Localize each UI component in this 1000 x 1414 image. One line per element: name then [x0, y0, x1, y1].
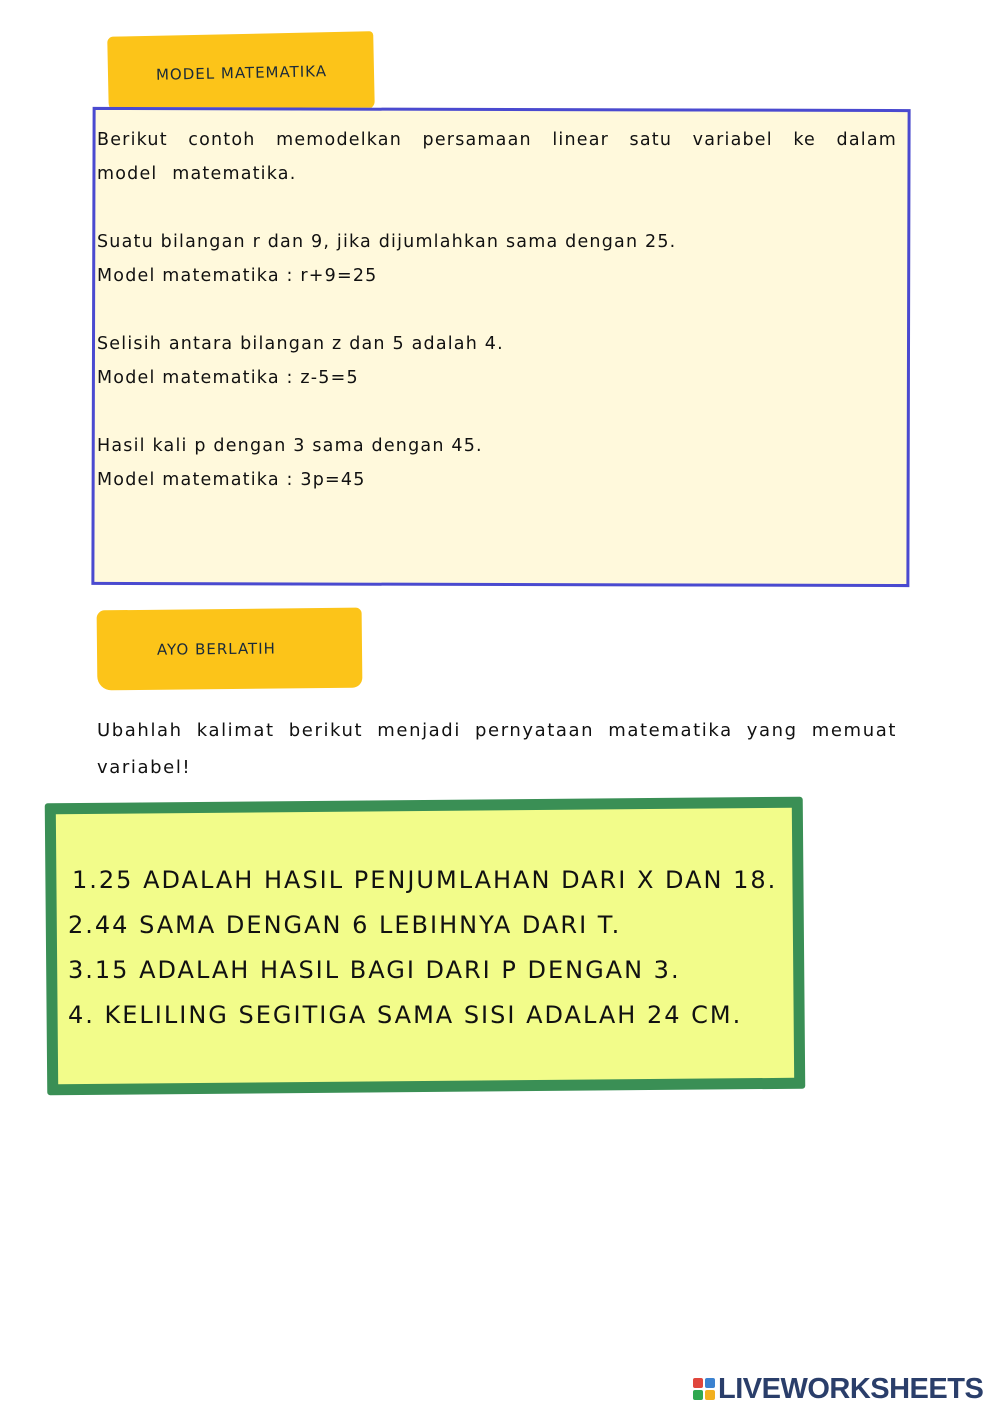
example-sentence: Hasil kali p dengan 3 sama dengan 45.: [97, 436, 483, 456]
section-tag-model-matematika: [107, 31, 375, 115]
exercise-item: 2.44 SAMA DENGAN 6 LEBIHNYA DARI T.: [68, 911, 622, 939]
example-content: [97, 123, 897, 497]
example-model: Model matematika : r+9=25: [97, 266, 378, 286]
exercise-list: [68, 858, 788, 1038]
example-model: Model matematika : z-5=5: [97, 368, 359, 388]
example-model: Model matematika : 3p=45: [97, 470, 366, 490]
example-sentence: Suatu bilangan r dan 9, jika dijumlahkan sama dengan 25.: [97, 232, 677, 252]
instruction-text: Ubahlah kalimat berikut menjadi pernyataan matematika yang memuat variabel!: [97, 720, 897, 778]
example-sentence: Selisih antara bilangan z dan 5 adalah 4.: [97, 334, 504, 354]
exercise-item: 3.15 ADALAH HASIL BAGI DARI P DENGAN 3.: [68, 956, 681, 984]
section-tag-ayo-berlatih: [97, 608, 363, 691]
logo-text: LIVEWORKSHEETS: [718, 1372, 984, 1405]
intro-text: Berikut contoh memodelkan persamaan linear satu variabel ke dalam model matematika.: [97, 130, 897, 184]
section-tag-label: AYO BERLATIH: [156, 639, 276, 659]
exercise-item: 4. KELILING SEGITIGA SAMA SISI ADALAH 24 CM.: [68, 1001, 743, 1029]
logo-mark-icon: [693, 1378, 715, 1400]
liveworksheets-logo: [693, 1374, 983, 1404]
exercise-item: 1.25 ADALAH HASIL PENJUMLAHAN DARI X DAN 18.: [72, 866, 778, 894]
section-tag-label: MODEL MATEMATIKA: [155, 62, 328, 84]
